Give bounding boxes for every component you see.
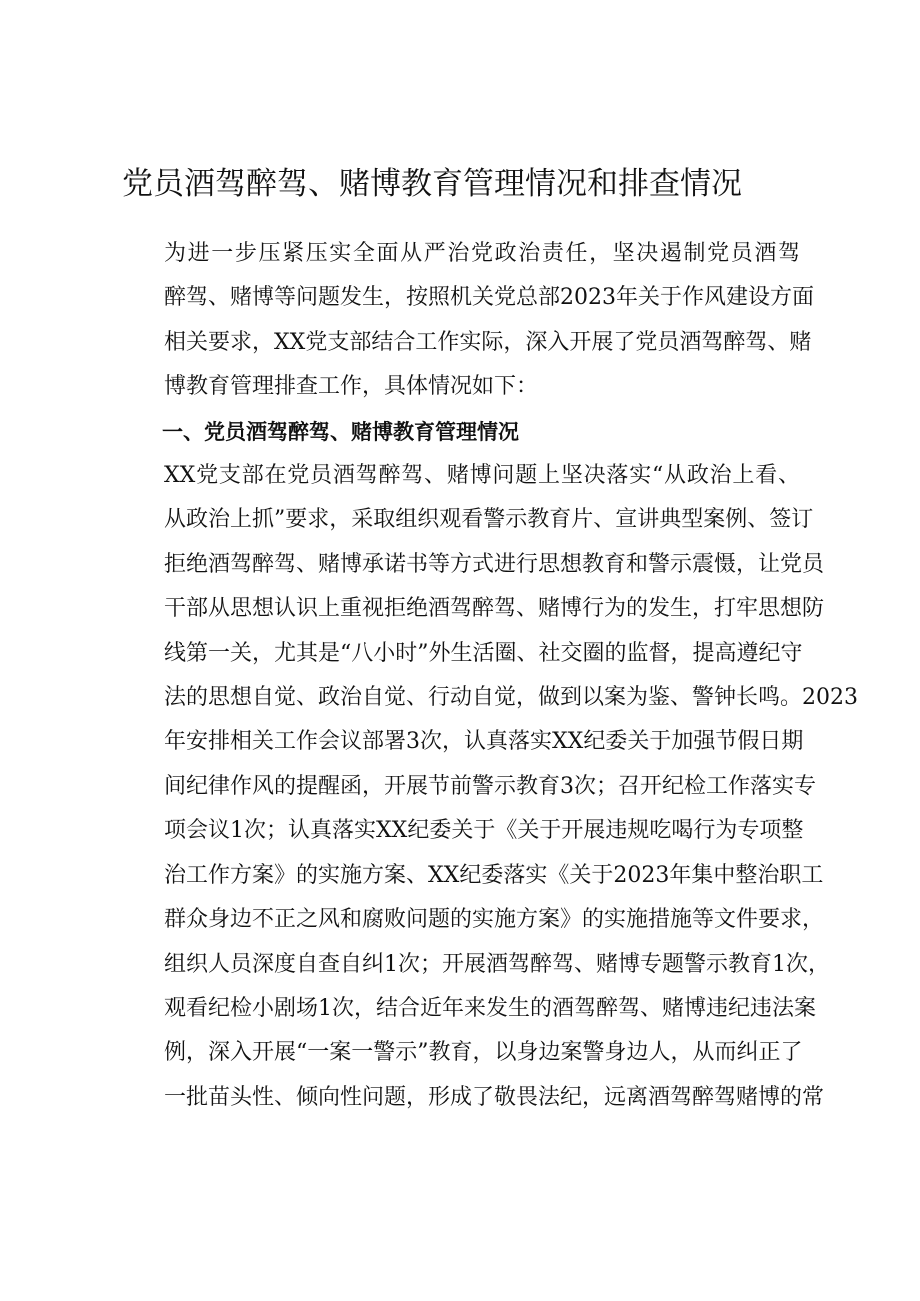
section-heading: 一、党员酒驾醉驾、赌博教育管理情况 xyxy=(162,419,519,444)
section1-line: 组织人员深度自查自纠1次；开展酒驾醉驾、赌博专题警示教育1次， xyxy=(164,951,830,977)
section1-line: 一批苗头性、倾向性问题，形成了敬畏法纪，远离酒驾醉驾赌博的常 xyxy=(164,1084,825,1110)
section1-line: 法的思想自觉、政治自觉、行动自觉，做到以案为鉴、警钟长鸣。2023 xyxy=(164,685,858,711)
intro-line: 相关要求，XX党支部结合工作实际，深入开展了党员酒驾醉驾、赌 xyxy=(164,329,812,355)
section1-line: 观看纪检小剧场1次，结合近年来发生的酒驾醉驾、赌博违纪违法案 xyxy=(164,995,816,1021)
document-title: 党员酒驾醉驾、赌博教育管理情况和排查情况 xyxy=(122,166,742,202)
document-body xyxy=(120,232,858,1120)
section1-line: 干部从思想认识上重视拒绝酒驾醉驾、赌博行为的发生，打牢思想防 xyxy=(164,596,825,622)
section1-line: 从政治上抓”要求，采取组织观看警示教育片、宣讲典型案例、签订 xyxy=(164,507,814,533)
intro-paragraph xyxy=(120,232,814,410)
section1-line: 项会议1次；认真落实XX纪委关于《关于开展违规吃喝行为专项整 xyxy=(164,818,804,844)
section1-paragraph xyxy=(120,454,858,1120)
section1-line: 线第一关，尤其是“八小时”外生活圈、社交圈的监督，提高遵纪守 xyxy=(164,640,803,666)
intro-line: 醉驾、赌博等问题发生，按照机关党总部2023年关于作风建设方面 xyxy=(164,285,814,311)
section1-line: 拒绝酒驾醉驾、赌博承诺书等方式进行思想教育和警示震慑，让党员 xyxy=(164,551,825,577)
section1-line: 年安排相关工作会议部署3次，认真落实XX纪委关于加强节假日期 xyxy=(164,729,804,755)
intro-line: 为进一步压紧压实全面从严治党政治责任，坚决遏制党员酒驾 xyxy=(164,241,800,266)
section1-line: 治工作方案》的实施方案、XX纪委落实《关于2023年集中整治职工 xyxy=(164,862,824,888)
section1-line: 例，深入开展“一案一警示”教育，以身边案警身边人，从而纠正了 xyxy=(164,1040,803,1066)
intro-line: 博教育管理排查工作，具体情况如下： xyxy=(164,374,539,400)
section1-line: 群众身边不正之风和腐败问题的实施方案》的实施措施等文件要求， xyxy=(164,907,825,933)
section1-line: XX党支部在党员酒驾醉驾、赌博问题上坚决落实“从政治上看、 xyxy=(164,463,800,489)
section1-line: 间纪律作风的提醒函，开展节前警示教育3次；召开纪检工作落实专 xyxy=(164,773,816,799)
